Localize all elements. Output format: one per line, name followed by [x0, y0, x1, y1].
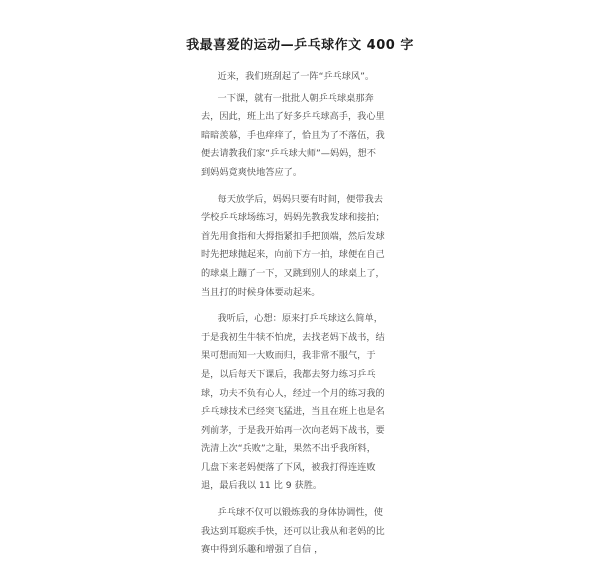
paragraph-2: 一下课，就有一批批人朝乒乓球桌那奔去，因此，班上出了好多乒乓球高手，我心里暗暗羡慕，手也痒痒了，恰且为了不落伍，我便去请教我们家“乒乓球大师”—妈妈，想不到妈妈竟爽快地答应了。	[201, 92, 385, 178]
document-title: 我最喜爱的运动—乒乓球作文 400 字	[186, 38, 414, 53]
paragraph-3: 每天放学后，妈妈只要有时间，便带我去学校乒乓球场练习，妈妈先教我发球和接拍；首先用食指和大拇指紧扣手把顶端，然后发球时先把球抛起来，向前下方一拍，球便在自己的球桌上蹦了一下，又跳到别人的球桌上了，当且打的时候身体要动起来。	[201, 193, 385, 298]
paragraph-4: 我听后，心想：原来打乒乓球这么简单，于是我初生牛犊不怕虎，去找老妈下战书，结果可想而知一大败而归，我非常不服气，于是，以后每天下课后，我都去努力练习乒乓球，功夫不负有心人，经过一个月的练习我的乒乓球技术已经突飞猛进，当且在班上也是名列前茅，于是我开始再一次向老妈下战书，要洗清上次“兵败”之耻，果然不出乎我所料，几盘下来老妈便落了下风，被我打得连连败退，最后我以 11 比 9 获胜。	[201, 313, 385, 492]
essay-body	[201, 68, 385, 563]
paragraph-1: 近来，我们班刮起了一阵“乒乓球风”。	[217, 71, 375, 82]
paragraph-5: 乒乓球不仅可以锻炼我的身体协调性，使我达到耳聪疾手快，还可以让我从和老妈的比赛中得到乐趣和增强了自信 ，	[201, 507, 385, 556]
